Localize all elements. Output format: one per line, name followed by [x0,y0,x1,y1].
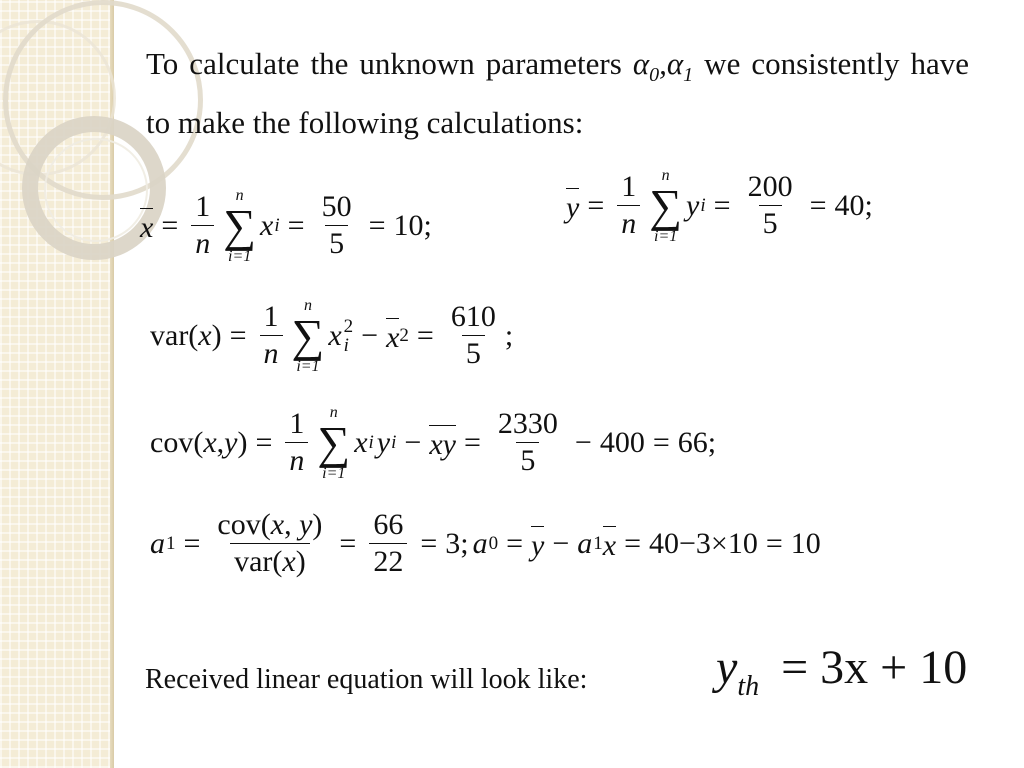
result-value: 10 [790,526,821,560]
result-value: 40 [834,188,865,222]
fraction: $\frac{200}{5}$ [747,170,793,241]
intro-text: we consistently have to make the following calculations: [146,46,970,140]
summation: n ∑ i=1 [223,187,257,265]
result-value: 10 [393,208,424,242]
result-value: 66 [677,425,708,459]
alpha-subscript: 0 [649,64,660,86]
fraction: $\frac{66}{22}$ [369,510,407,577]
equation-mean-y: y = $\frac{1}{n}$ n ∑ i=1 y i = $\frac{200}{5}$ = 40 ; [566,167,873,245]
equation-variance: var( x ) = $\frac{1}{n}$ n ∑ i=1 x 2 i − x 2 = $\frac{610}{5}$ ; [150,297,514,375]
summation: n ∑ i=1 [317,404,351,482]
var-ybar: y [531,526,544,561]
fraction: $\frac{1}{n}$ [617,172,640,239]
summation: n ∑ i=1 [291,297,325,375]
fraction: $\frac{2330}{5}$ [497,407,558,478]
result-value: 3 [445,526,461,560]
var-xbar: x [386,318,399,353]
var-ybar: y [566,188,579,223]
summation: n ∑ i=1 [649,167,683,245]
fraction: $\frac{610}{5}$ [450,300,496,371]
final-equation: $y_{th} = 3x + 10$ [716,641,968,702]
fraction: $\frac{1}{n}$ [191,192,214,259]
equation-coefficients: a 1 = $\frac{\text{cov(x, y)}}{\text{var(x)}}$ = $\frac{66}{22}$ = 3 ; a 0 = y − a 1 x = 40−3×10 = 10 [150,508,821,578]
fraction: $\frac{50}{5}$ [321,190,352,261]
decorative-ring [44,138,148,242]
separator: , [659,46,667,81]
equation-mean-x: x = $\frac{1}{n}$ n ∑ i=1 x i = $\frac{50}{5}$ = 10 ; [140,187,432,265]
fraction: $\frac{1}{n}$ [260,302,283,369]
alpha-symbol: α [632,46,650,81]
var-ybar: y [443,425,456,460]
intro-paragraph [146,40,969,146]
fraction: $\frac{1}{n}$ [285,409,308,476]
var-xbar: x [140,208,153,243]
conclusion-text: Received linear equation will look like: [145,664,588,695]
var-xbar: x [429,425,442,460]
intro-text: To calculate the unknown parameters [146,46,633,81]
fraction: $\frac{\text{cov(x, y)}}{\text{var(x)}}$ [217,508,323,578]
alpha-symbol: α [666,46,684,81]
alpha-subscript: 1 [683,64,694,86]
equation-covariance: cov( x , y ) = $\frac{1}{n}$ n ∑ i=1 x i y i − x y = $\frac{2330}{5}$ − 400 = 66 ; [150,404,717,482]
var-xbar: x [603,526,616,561]
